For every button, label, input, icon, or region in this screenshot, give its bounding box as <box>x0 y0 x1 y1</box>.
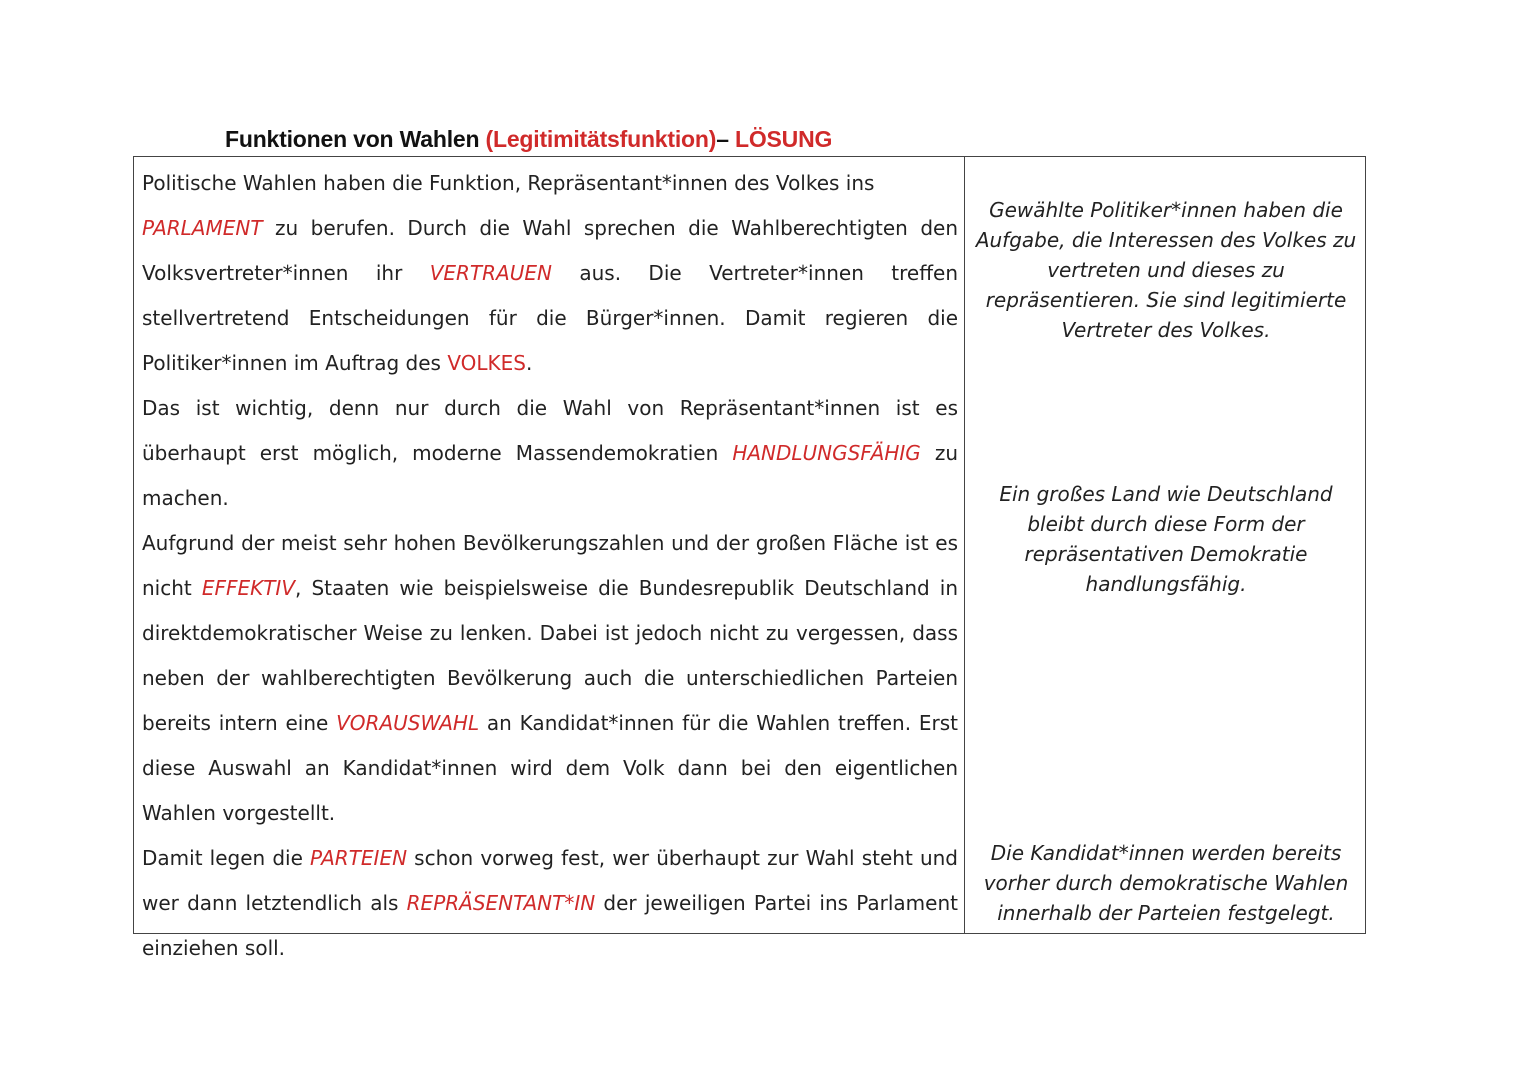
answer-effektiv: EFFEKTIV <box>201 576 296 600</box>
text-segment: zu machen. <box>142 441 958 510</box>
side-note-1: Gewählte Politiker*innen haben die Aufgabe, die Interessen des Volkes zu vertreten und dieses zu repräsentieren. Sie sind legitimierte Vertreter des Volkes. <box>975 198 1357 342</box>
text-segment: der jeweiligen Partei ins Parlament einziehen soll. <box>142 891 958 960</box>
paragraph-2 <box>142 386 958 521</box>
text-segment: schon vorweg fest, wer überhaupt zur Wahl steht und wer dann letztendlich als <box>142 846 958 915</box>
text-segment: Damit legen die <box>142 846 311 870</box>
text-segment: Aufgrund der meist sehr hohen Bevölkerungszahlen und der großen Fläche ist es nicht <box>142 531 958 600</box>
text-segment: Das ist wichtig, denn nur durch die Wahl von Repräsentant*innen ist es überhaupt erst möglich, moderne Massendemokratien <box>142 396 958 465</box>
main-text-column <box>142 161 958 971</box>
text-segment: Politische Wahlen haben die Funktion, Repräsentant*innen des Volkes ins <box>142 171 875 195</box>
title-function-name: (Legitimitätsfunktion) <box>485 126 717 152</box>
answer-vertrauen: VERTRAUEN <box>429 261 552 285</box>
paragraph-3 <box>142 521 958 836</box>
answer-handlungsfaehig: HANDLUNGSFÄHIG <box>732 441 921 465</box>
text-segment: , Staaten wie beispielsweise die Bundesrepublik Deutschland in direktdemokratischer Weise zu lenken. Dabei ist jedoch nicht zu vergessen, dass neben der wahlberechtigten Bevölkerung auch die unterschiedlichen Parteien bereits intern eine <box>142 576 958 735</box>
answer-parlament: PARLAMENT <box>142 216 263 240</box>
side-note-2: Ein großes Land wie Deutschland bleibt durch diese Form der repräsentativen Demokratie handlungsfähig. <box>999 482 1333 596</box>
paragraph-1 <box>142 161 958 386</box>
text-segment: an Kandidat*innen für die Wahlen treffen. Erst diese Auswahl an Kandidat*innen wird dem Volk dann bei den eigentlichen Wahlen vorgestellt. <box>142 711 958 825</box>
worksheet-table <box>133 156 1366 960</box>
title-solution-label: LÖSUNG <box>735 126 833 152</box>
answer-repraesentant: REPRÄSENTANT*IN <box>406 891 596 915</box>
page-title <box>225 126 832 153</box>
side-note-3: Die Kandidat*innen werden bereits vorher durch demokratische Wahlen innerhalb der Parteien festgelegt. <box>983 841 1349 925</box>
answer-volkes: VOLKES <box>447 351 527 375</box>
text-segment: . <box>526 351 533 375</box>
column-divider <box>964 157 965 933</box>
title-main: Funktionen von Wahlen <box>225 126 486 152</box>
answer-parteien: PARTEIEN <box>310 846 408 870</box>
paragraph-4 <box>142 836 958 971</box>
answer-vorauswahl: VORAUSWAHL <box>336 711 480 735</box>
text-segment: zu berufen. Durch die Wahl sprechen die Wahlberechtigten den Volksvertreter*innen ihr <box>142 216 958 285</box>
title-dash: – <box>716 126 735 152</box>
text-segment: aus. Die Vertreter*innen treffen stellvertretend Entscheidungen für die Bürger*innen. Damit regieren die Politiker*innen im Auftrag des <box>142 261 958 375</box>
